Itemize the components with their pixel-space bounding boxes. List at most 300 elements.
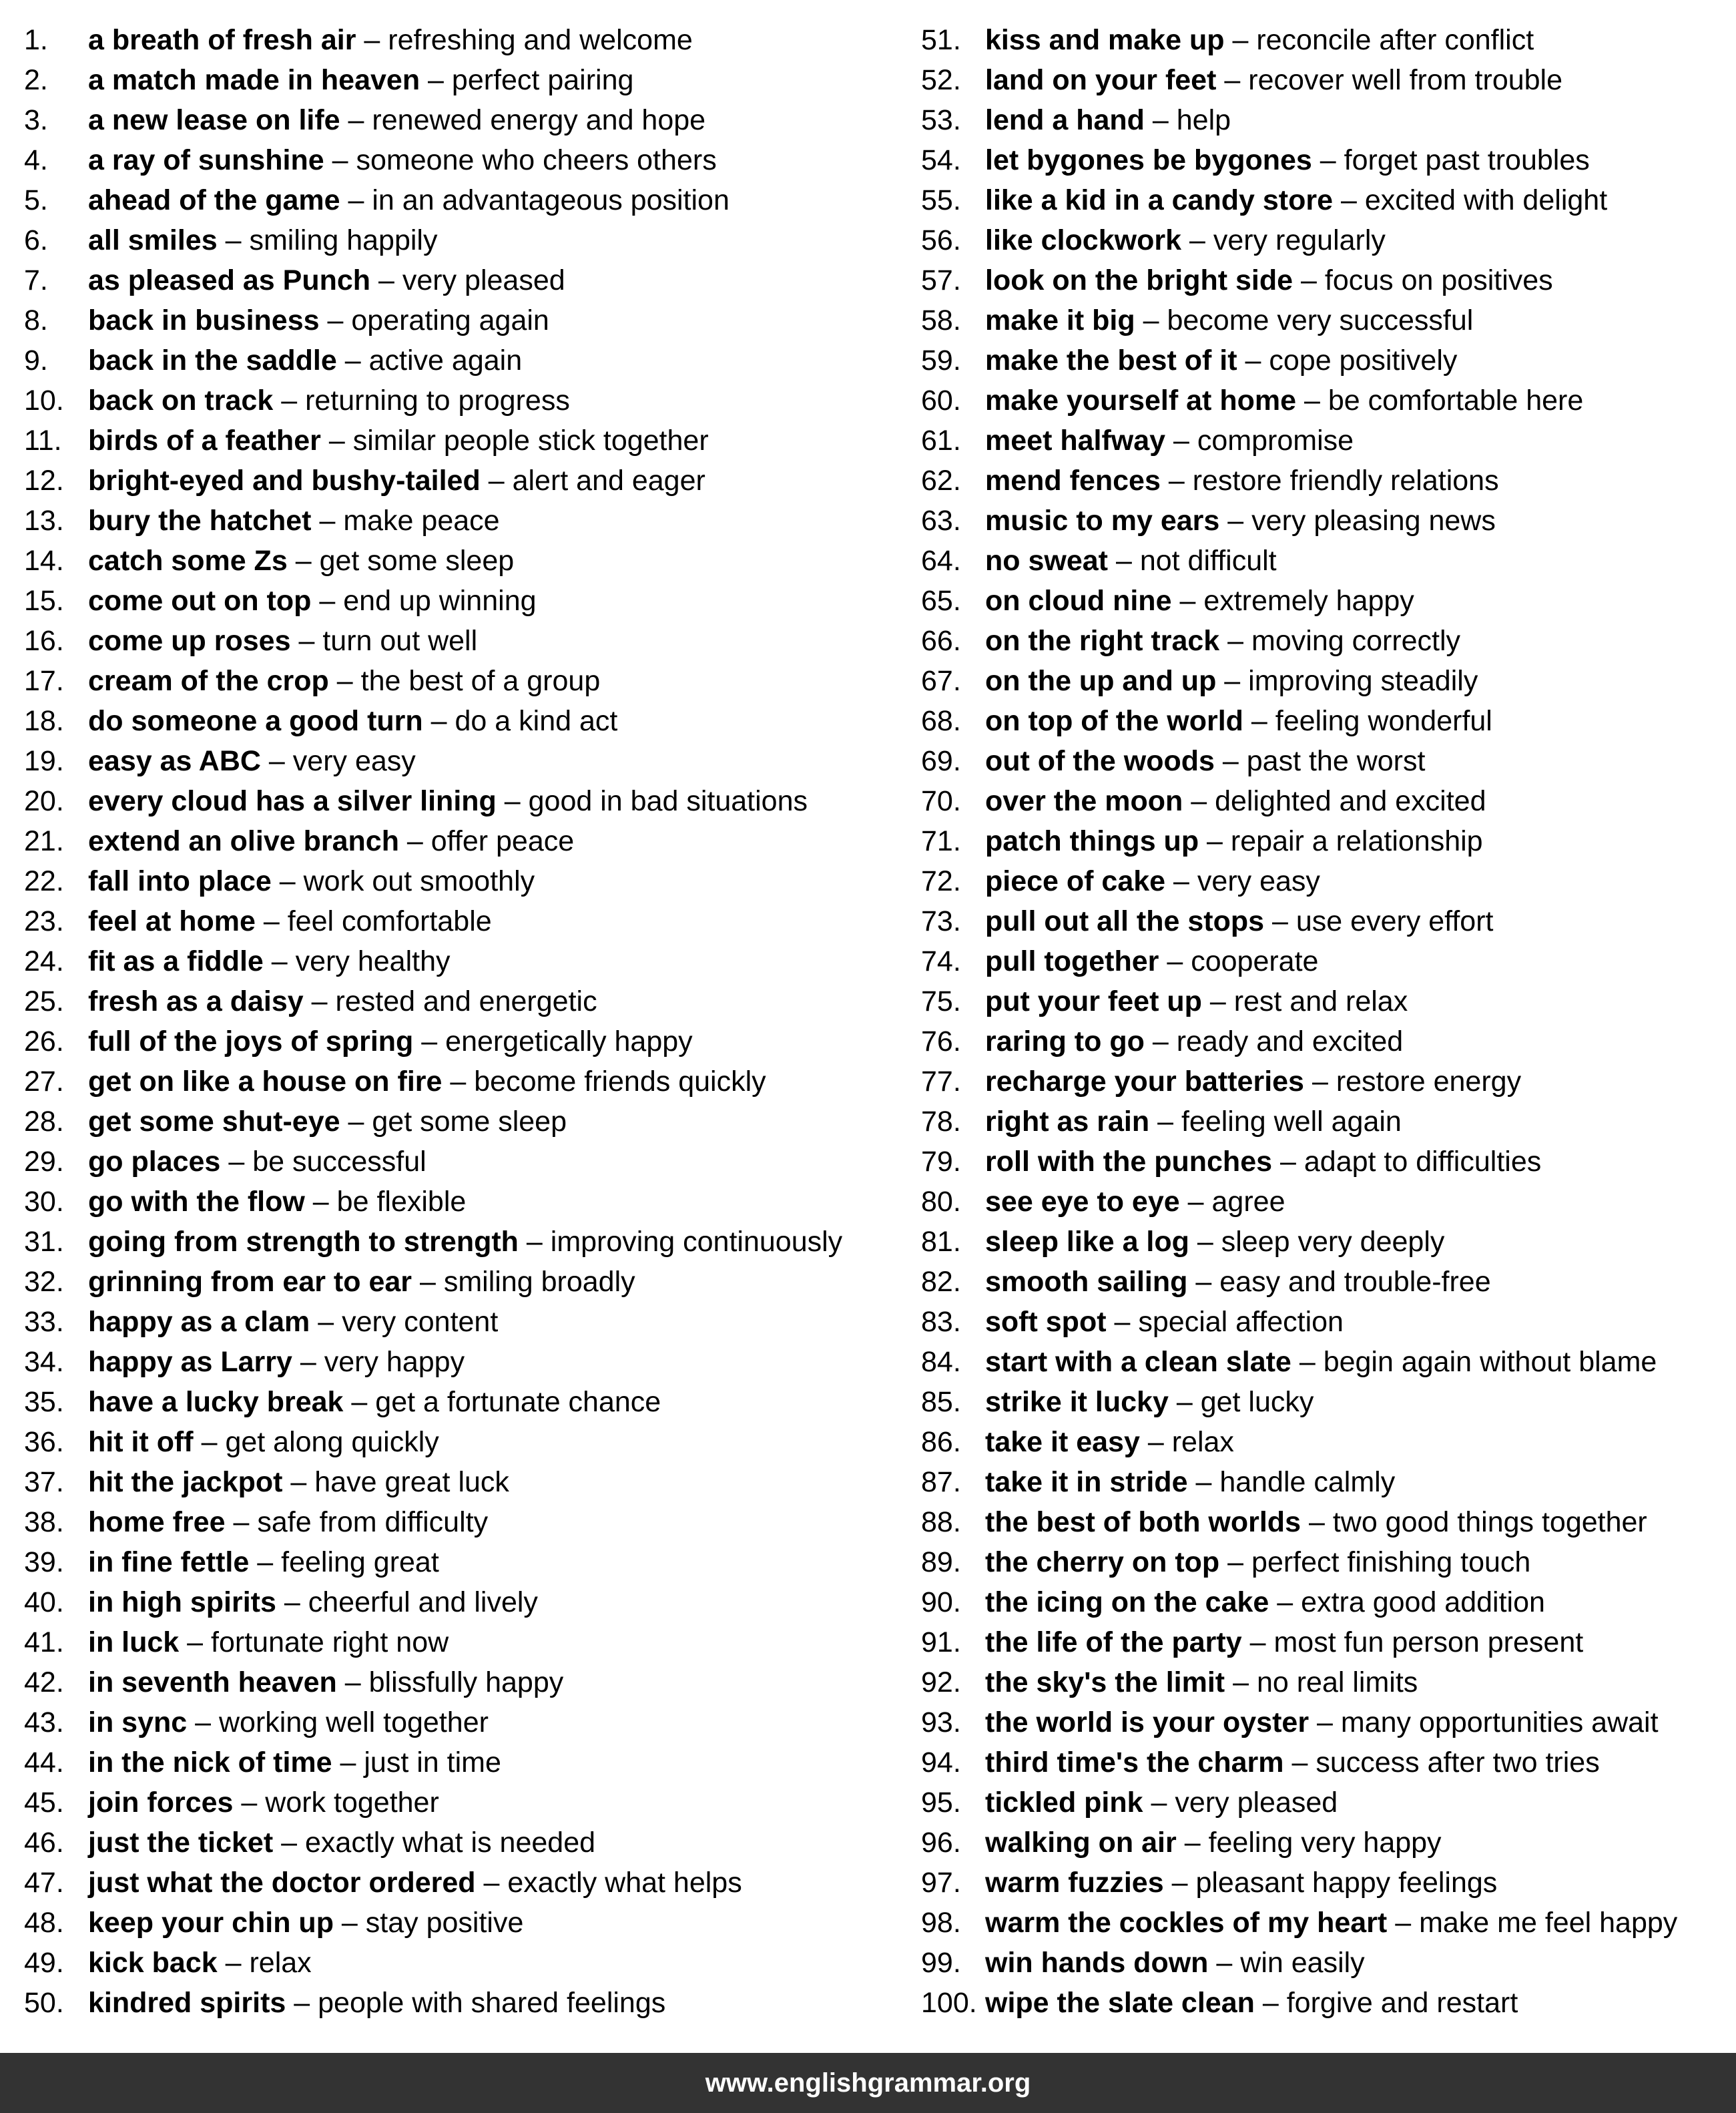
dash-separator: – (1195, 1266, 1212, 1298)
dash-separator: – (1301, 264, 1317, 296)
idiom-term: bright-eyed and bushy-tailed (88, 465, 481, 497)
idiom-list-item (921, 220, 1729, 260)
item-number: 64. (921, 545, 961, 577)
idiom-list-item (24, 1502, 892, 1542)
idiom-definition: refreshing and welcome (388, 24, 693, 56)
idiom-definition: perfect pairing (451, 64, 634, 96)
item-number: 12. (24, 465, 64, 497)
idiom-list-item (921, 1382, 1729, 1422)
item-number: 99. (921, 1947, 961, 1979)
idiom-list-item (24, 1622, 892, 1662)
idiom-term: going from strength to strength (88, 1226, 519, 1258)
dash-separator: – (233, 1506, 250, 1538)
item-number: 10. (24, 385, 64, 417)
dash-separator: – (488, 465, 505, 497)
item-number: 88. (921, 1506, 961, 1538)
item-number: 96. (921, 1827, 961, 1859)
idiom-term: a ray of sunshine (88, 144, 324, 176)
idiom-list-item (921, 1142, 1729, 1182)
idiom-definition: special affection (1138, 1306, 1344, 1338)
item-number: 75. (921, 985, 961, 1017)
idiom-list-item (24, 421, 892, 461)
idiom-term: on the up and up (985, 665, 1217, 697)
dash-separator: – (1222, 745, 1239, 777)
dash-separator: – (284, 1586, 300, 1618)
idiom-definition: become very successful (1167, 304, 1474, 336)
idiom-list-left-column (24, 20, 892, 2023)
idiom-list-item (921, 1742, 1729, 1783)
idiom-term: pull together (985, 945, 1159, 977)
idiom-definition: cooperate (1191, 945, 1319, 977)
idiom-list-item (24, 340, 892, 381)
idiom-term: have a lucky break (88, 1386, 344, 1418)
idiom-list-item (921, 20, 1729, 60)
idiom-definition: agree (1211, 1186, 1285, 1218)
idiom-definition: the best of a group (360, 665, 601, 697)
idiom-list-item (921, 1542, 1729, 1582)
idiom-term: home free (88, 1506, 226, 1538)
idiom-definition: many opportunities await (1340, 1706, 1659, 1738)
idiom-term: birds of a feather (88, 425, 321, 457)
idiom-list-item (921, 1502, 1729, 1542)
item-number: 79. (921, 1146, 961, 1178)
item-number: 45. (24, 1787, 64, 1819)
idiom-list-item (921, 1662, 1729, 1702)
idiom-list-item (921, 1783, 1729, 1823)
item-number: 17. (24, 665, 64, 697)
item-number: 55. (921, 184, 961, 216)
idiom-term: fall into place (88, 865, 272, 897)
dash-separator: – (1157, 1106, 1173, 1138)
item-number: 82. (921, 1266, 961, 1298)
idiom-term: sleep like a log (985, 1226, 1189, 1258)
idiom-list-item (24, 461, 892, 501)
dash-separator: – (364, 24, 380, 56)
idiom-definition: very pleased (402, 264, 565, 296)
idiom-term: cream of the crop (88, 665, 329, 697)
dash-separator: – (378, 264, 394, 296)
dash-separator: – (1227, 1546, 1244, 1578)
idiom-term: warm fuzzies (985, 1867, 1164, 1899)
idiom-term: the sky's the limit (985, 1666, 1225, 1698)
dash-separator: – (201, 1426, 218, 1458)
idiom-term: back on track (88, 385, 274, 417)
dash-separator: – (351, 1386, 368, 1418)
idiom-definition: not difficult (1139, 545, 1277, 577)
idiom-definition: smiling happily (249, 224, 438, 256)
item-number: 36. (24, 1426, 64, 1458)
idiom-term: patch things up (985, 825, 1199, 857)
idiom-list-item (921, 1422, 1729, 1462)
item-number: 66. (921, 625, 961, 657)
idiom-definition: similar people stick together (352, 425, 709, 457)
idiom-term: smooth sailing (985, 1266, 1188, 1298)
idiom-list-item (921, 941, 1729, 981)
dash-separator: – (1312, 1066, 1328, 1098)
idiom-term: lend a hand (985, 104, 1145, 136)
item-number: 9. (24, 344, 48, 377)
idiom-list-item (24, 1702, 892, 1742)
item-number: 60. (921, 385, 961, 417)
item-number: 69. (921, 745, 961, 777)
item-number: 35. (24, 1386, 64, 1418)
idiom-term: the cherry on top (985, 1546, 1220, 1578)
item-number: 77. (921, 1066, 961, 1098)
idiom-definition: cheerful and lively (308, 1586, 538, 1618)
item-number: 26. (24, 1025, 64, 1058)
item-number: 20. (24, 785, 64, 817)
item-number: 94. (921, 1746, 961, 1779)
idiom-definition: cope positively (1269, 344, 1458, 377)
item-number: 11. (24, 425, 62, 457)
idiom-definition: very pleasing news (1251, 505, 1496, 537)
dash-separator: – (1233, 1666, 1249, 1698)
idiom-definition: excited with delight (1364, 184, 1608, 216)
dash-separator: – (241, 1787, 258, 1819)
idiom-definition: safe from difficulty (257, 1506, 489, 1538)
item-number: 15. (24, 585, 64, 617)
dash-separator: – (279, 865, 296, 897)
idiom-definition: be comfortable here (1328, 385, 1584, 417)
idiom-list-item (24, 1903, 892, 1943)
idiom-definition: feeling wonderful (1275, 705, 1492, 737)
dash-separator: – (419, 1266, 436, 1298)
idiom-term: raring to go (985, 1025, 1145, 1058)
dash-separator: – (268, 745, 285, 777)
dash-separator: – (1224, 64, 1241, 96)
idiom-list-item (24, 1342, 892, 1382)
idiom-list-item (921, 541, 1729, 581)
dash-separator: – (225, 224, 242, 256)
dash-separator: – (1187, 1186, 1204, 1218)
item-number: 83. (921, 1306, 961, 1338)
dash-separator: – (312, 1186, 329, 1218)
item-number: 58. (921, 304, 961, 336)
item-number: 80. (921, 1186, 961, 1218)
dash-separator: – (319, 505, 336, 537)
item-number: 76. (921, 1025, 961, 1058)
idiom-term: in the nick of time (88, 1746, 332, 1779)
idiom-term: bury the hatchet (88, 505, 312, 537)
idiom-definition: perfect finishing touch (1251, 1546, 1531, 1578)
item-number: 22. (24, 865, 64, 897)
item-number: 52. (921, 64, 961, 96)
item-number: 93. (921, 1706, 961, 1738)
item-number: 38. (24, 1506, 64, 1538)
dash-separator: – (1227, 505, 1244, 537)
idiom-term: extend an olive branch (88, 825, 399, 857)
idiom-list-item (24, 821, 892, 861)
idiom-list-item (24, 941, 892, 981)
idiom-definition: blissfully happy (368, 1666, 564, 1698)
idiom-term: grinning from ear to ear (88, 1266, 412, 1298)
item-number: 85. (921, 1386, 961, 1418)
idiom-definition: get a fortunate chance (375, 1386, 661, 1418)
idiom-list-item (24, 180, 892, 220)
idiom-list-item (24, 1222, 892, 1262)
dash-separator: – (281, 385, 298, 417)
idiom-definition: turn out well (322, 625, 478, 657)
idiom-list-item (921, 381, 1729, 421)
idiom-definition: operating again (351, 304, 549, 336)
idiom-term: in sync (88, 1706, 188, 1738)
dash-separator: – (1167, 945, 1183, 977)
idiom-definition: rested and energetic (335, 985, 597, 1017)
idiom-list-item (921, 781, 1729, 821)
idiom-definition: sleep very deeply (1221, 1226, 1445, 1258)
idiom-term: meet halfway (985, 425, 1166, 457)
idiom-list-item (24, 1983, 892, 2023)
item-number: 37. (24, 1466, 64, 1498)
dash-separator: – (1299, 1346, 1316, 1378)
dash-separator: – (1195, 1466, 1212, 1498)
idiom-term: catch some Zs (88, 545, 288, 577)
idiom-term: tickled pink (985, 1787, 1143, 1819)
item-number: 2. (24, 64, 48, 96)
item-number: 23. (24, 905, 64, 937)
idiom-list-item (24, 381, 892, 421)
idiom-definition: working well together (219, 1706, 489, 1738)
dash-separator: – (332, 144, 348, 176)
idiom-list-item (921, 1903, 1729, 1943)
footer-website-url[interactable]: www.englishgrammar.org (705, 2068, 1031, 2098)
idiom-list-item (921, 1021, 1729, 1062)
dash-separator: – (1277, 1586, 1293, 1618)
item-number: 67. (921, 665, 961, 697)
idiom-definition: relax (249, 1947, 312, 1979)
idiom-list-item (24, 901, 892, 941)
dash-separator: – (1191, 785, 1207, 817)
dash-separator: – (1249, 1626, 1266, 1658)
item-number: 34. (24, 1346, 64, 1378)
idiom-definition: get some sleep (372, 1106, 567, 1138)
idiom-term: hit it off (88, 1426, 194, 1458)
idiom-definition: no real limits (1256, 1666, 1418, 1698)
dash-separator: – (1173, 865, 1189, 897)
dash-separator: – (294, 1987, 310, 2019)
idiom-list-item (24, 541, 892, 581)
item-number: 63. (921, 505, 961, 537)
idiom-definition: smiling broadly (443, 1266, 635, 1298)
dash-separator: – (327, 304, 344, 336)
idiom-list-item (24, 1863, 892, 1903)
item-number: 92. (921, 1666, 961, 1698)
idiom-list-item (921, 1462, 1729, 1502)
idiom-list-item (921, 621, 1729, 661)
idiom-list-item (24, 1542, 892, 1582)
idiom-list-item (921, 340, 1729, 381)
dash-separator: – (1184, 1827, 1201, 1859)
item-number: 91. (921, 1626, 961, 1658)
idiom-term: on cloud nine (985, 585, 1172, 617)
idiom-list-item (24, 1742, 892, 1783)
idiom-list-item (921, 100, 1729, 140)
idiom-term: in seventh heaven (88, 1666, 337, 1698)
idiom-term: roll with the punches (985, 1146, 1273, 1178)
idiom-list-right-column (921, 20, 1729, 2023)
idiom-definition: restore energy (1336, 1066, 1522, 1098)
idiom-term: put your feet up (985, 985, 1202, 1017)
dash-separator: – (1197, 1226, 1213, 1258)
idiom-list-item (24, 1021, 892, 1062)
idiom-definition: feel comfortable (287, 905, 492, 937)
idiom-list-item (921, 701, 1729, 741)
idiom-list-item (921, 1262, 1729, 1302)
dash-separator: – (406, 825, 423, 857)
dash-separator: – (1251, 705, 1267, 737)
idiom-term: like a kid in a candy store (985, 184, 1333, 216)
item-number: 78. (921, 1106, 961, 1138)
idiom-term: come up roses (88, 625, 291, 657)
idiom-list-item (24, 1662, 892, 1702)
idiom-definition: very healthy (295, 945, 451, 977)
item-number: 42. (24, 1666, 64, 1698)
idiom-definition: make peace (343, 505, 500, 537)
dash-separator: – (1308, 1506, 1325, 1538)
idiom-term: let bygones be bygones (985, 144, 1312, 176)
idiom-list-item (24, 1462, 892, 1502)
dash-separator: – (1320, 144, 1336, 176)
idiom-list-item (24, 1823, 892, 1863)
idiom-term: back in the saddle (88, 344, 337, 377)
idiom-definition: active again (368, 344, 523, 377)
idiom-term: third time's the charm (985, 1746, 1284, 1779)
idiom-definition: make me feel happy (1419, 1907, 1678, 1939)
idiom-list-item (24, 1102, 892, 1142)
idiom-definition: get lucky (1200, 1386, 1314, 1418)
idiom-term: just the ticket (88, 1827, 274, 1859)
idiom-term: come out on top (88, 585, 312, 617)
item-number: 74. (921, 945, 961, 977)
dash-separator: – (1279, 1146, 1296, 1178)
idiom-term: warm the cockles of my heart (985, 1907, 1388, 1939)
idiom-term: ahead of the game (88, 184, 340, 216)
idiom-list-item (921, 180, 1729, 220)
idiom-list-item (24, 140, 892, 180)
item-number: 57. (921, 264, 961, 296)
idiom-definition: compromise (1197, 425, 1354, 457)
idiom-list-item (24, 781, 892, 821)
dash-separator: – (187, 1626, 204, 1658)
idiom-term: just what the doctor ordered (88, 1867, 476, 1899)
item-number: 95. (921, 1787, 961, 1819)
idiom-list-item (24, 1142, 892, 1182)
idiom-term: get some shut-eye (88, 1106, 340, 1138)
idiom-term: all smiles (88, 224, 218, 256)
dash-separator: – (271, 945, 288, 977)
dash-separator: – (1395, 1907, 1412, 1939)
idiom-list-item (921, 661, 1729, 701)
dash-separator: – (340, 1746, 356, 1779)
idiom-term: happy as a clam (88, 1306, 310, 1338)
idiom-definition: most fun person present (1273, 1626, 1584, 1658)
idiom-definition: easy and trouble-free (1219, 1266, 1491, 1298)
idiom-definition: stay positive (365, 1907, 524, 1939)
dash-separator: – (1232, 24, 1249, 56)
idiom-definition: handle calmly (1219, 1466, 1396, 1498)
idiom-term: do someone a good turn (88, 705, 423, 737)
item-number: 1. (24, 24, 48, 56)
idiom-term: fresh as a daisy (88, 985, 304, 1017)
dash-separator: – (225, 1947, 242, 1979)
idiom-term: pull out all the stops (985, 905, 1265, 937)
item-number: 21. (24, 825, 64, 857)
idiom-term: on the right track (985, 625, 1220, 657)
item-number: 89. (921, 1546, 961, 1578)
item-number: 41. (24, 1626, 64, 1658)
idiom-list-item (24, 1783, 892, 1823)
idiom-definition: two good things together (1332, 1506, 1647, 1538)
dash-separator: – (295, 545, 312, 577)
dash-separator: – (1189, 224, 1205, 256)
idiom-list-item (921, 60, 1729, 100)
item-number: 28. (24, 1106, 64, 1138)
idiom-definition: forget past troubles (1344, 144, 1590, 176)
idiom-term: as pleased as Punch (88, 264, 371, 296)
idiom-term: over the moon (985, 785, 1183, 817)
idiom-term: right as rain (985, 1106, 1150, 1138)
item-number: 68. (921, 705, 961, 737)
idiom-definition: past the worst (1246, 745, 1426, 777)
dash-separator: – (319, 585, 336, 617)
idiom-definition: ready and excited (1176, 1025, 1404, 1058)
idiom-term: wipe the slate clean (985, 1987, 1255, 2019)
item-number: 98. (921, 1907, 961, 1939)
item-number: 70. (921, 785, 961, 817)
idiom-list-item (921, 1622, 1729, 1662)
item-number: 13. (24, 505, 64, 537)
idiom-term: a breath of fresh air (88, 24, 356, 56)
idiom-term: look on the bright side (985, 264, 1293, 296)
idiom-definition: improving continuously (550, 1226, 843, 1258)
idiom-term: make the best of it (985, 344, 1237, 377)
dash-separator: – (1168, 465, 1185, 497)
dash-separator: – (1152, 1025, 1169, 1058)
idiom-definition: in an advantageous position (372, 184, 730, 216)
dash-separator: – (1147, 1426, 1164, 1458)
idiom-definition: very happy (324, 1346, 465, 1378)
idiom-list-item (24, 300, 892, 340)
footer-banner (0, 2053, 1736, 2113)
idiom-definition: pleasant happy feelings (1195, 1867, 1498, 1899)
idiom-term: kindred spirits (88, 1987, 286, 2019)
idiom-term: in fine fettle (88, 1546, 250, 1578)
idiom-term: take it in stride (985, 1466, 1188, 1498)
idiom-term: happy as Larry (88, 1346, 292, 1378)
idiom-list-item (24, 1262, 892, 1302)
idiom-definition: be successful (252, 1146, 426, 1178)
idiom-term: make it big (985, 304, 1135, 336)
item-number: 6. (24, 224, 48, 256)
idiom-term: every cloud has a silver lining (88, 785, 497, 817)
idiom-term: get on like a house on fire (88, 1066, 443, 1098)
idiom-list-item (24, 1943, 892, 1983)
idiom-definition: be flexible (336, 1186, 467, 1218)
idiom-list-item (921, 861, 1729, 901)
idiom-definition: adapt to difficulties (1304, 1146, 1542, 1178)
item-number: 46. (24, 1827, 64, 1859)
idiom-list-item (921, 581, 1729, 621)
idiom-list-item (921, 821, 1729, 861)
idiom-definition: success after two tries (1316, 1746, 1600, 1779)
idiom-definition: fortunate right now (211, 1626, 449, 1658)
item-number: 84. (921, 1346, 961, 1378)
dash-separator: – (1173, 425, 1189, 457)
idiom-term: easy as ABC (88, 745, 261, 777)
item-number: 3. (24, 104, 48, 136)
dash-separator: – (450, 1066, 467, 1098)
idiom-definition: help (1176, 104, 1231, 136)
